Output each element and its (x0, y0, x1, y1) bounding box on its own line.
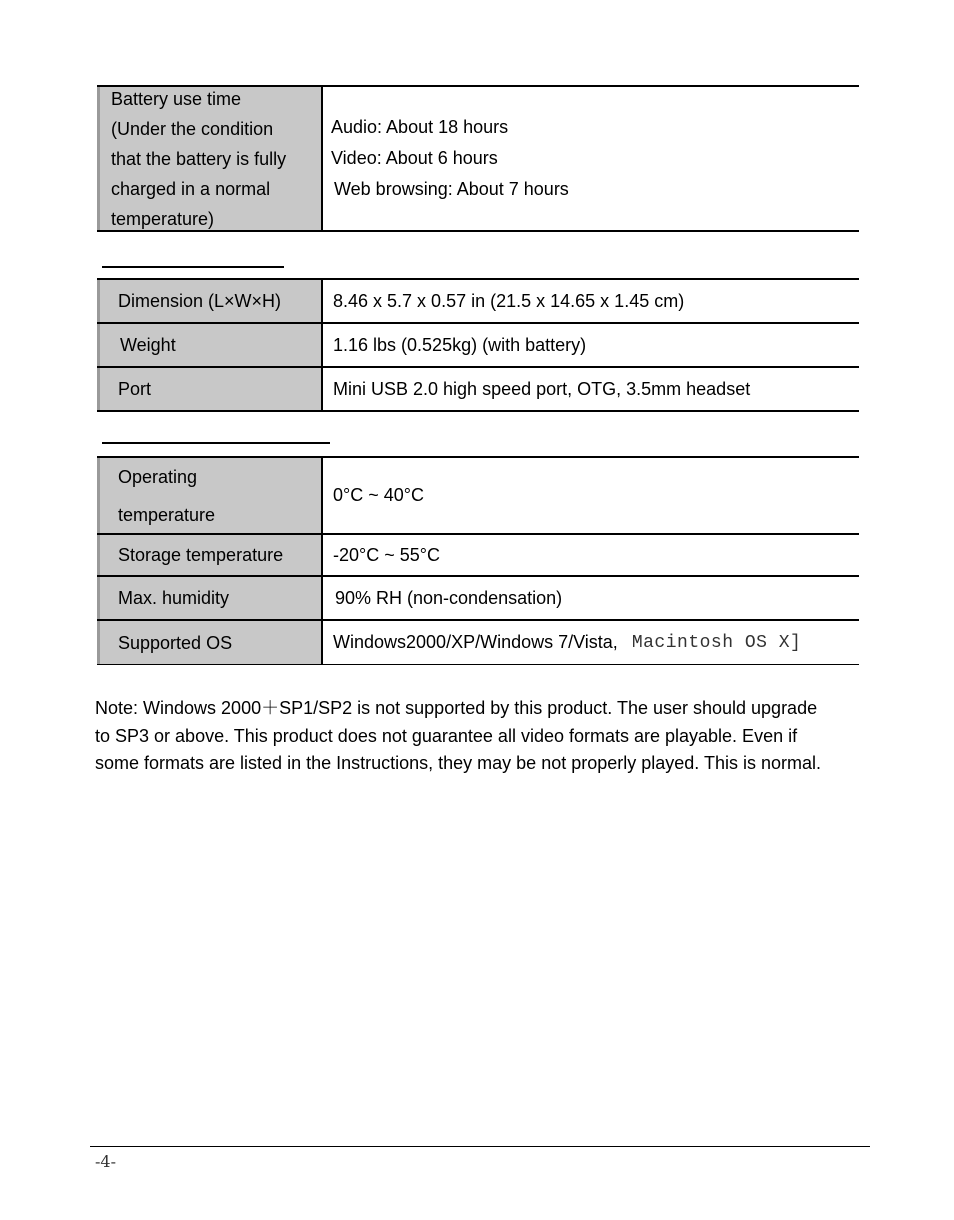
operating-label (97, 458, 323, 533)
table-row (97, 324, 859, 368)
table-row (97, 458, 859, 535)
physical-table (97, 278, 859, 412)
humidity-label: Max. humidity (97, 577, 323, 619)
os-value-extra: Macintosh OS X] (631, 632, 802, 653)
os-label: Supported OS (97, 621, 323, 664)
battery-audio: Audio: About 18 hours (331, 117, 509, 137)
table-row (97, 280, 859, 324)
port-label: Port (97, 368, 323, 410)
battery-label (97, 87, 323, 230)
battery-table (97, 85, 859, 232)
battery-values (323, 87, 859, 230)
environment-table (97, 456, 859, 665)
section-rule (102, 442, 330, 444)
battery-row (97, 87, 859, 232)
operating-label-line: Operating (118, 466, 198, 487)
table-row (97, 621, 859, 665)
battery-label-line: temperature) (111, 208, 215, 229)
storage-value: -20°C ~ 55°C (333, 544, 440, 565)
battery-label-line: charged in a normal (111, 178, 271, 199)
page-number: -4- (95, 1152, 116, 1171)
note-paragraph: Note: Windows 2000＋SP1/SP2 is not supported by this product. The user should upgrade to SP3 or above. This product does not guarantee all video formats are playable. Even if some formats are listed in the Instructions, they may be not properly played. This is normal. (95, 698, 821, 773)
dimension-label: Dimension (L×W×H) (97, 280, 323, 322)
weight-label: Weight (97, 324, 323, 366)
os-value-main: Windows2000/XP/Windows 7/Vista, (333, 632, 618, 652)
storage-label: Storage temperature (97, 535, 323, 575)
table-row (97, 535, 859, 577)
operating-value: 0°C ~ 40°C (333, 485, 424, 505)
operating-label-line: temperature (118, 504, 216, 525)
section-rule (102, 266, 284, 268)
os-value (323, 621, 859, 664)
humidity-value: 90% RH (non-condensation) (335, 587, 563, 608)
battery-label-line: that the battery is fully (111, 148, 287, 169)
battery-label-line: Battery use time (111, 88, 242, 109)
battery-label-line: (Under the condition (111, 118, 274, 139)
port-value: Mini USB 2.0 high speed port, OTG, 3.5mm headset (333, 378, 751, 399)
footer-rule (90, 1146, 870, 1147)
battery-web: Web browsing: About 7 hours (334, 179, 569, 199)
battery-video: Video: About 6 hours (331, 148, 498, 168)
weight-value: 1.16 lbs (0.525kg) (with battery) (333, 334, 587, 355)
dimension-value: 8.46 x 5.7 x 0.57 in (21.5 x 14.65 x 1.45 cm) (333, 290, 685, 311)
table-row (97, 368, 859, 412)
table-row (97, 577, 859, 621)
